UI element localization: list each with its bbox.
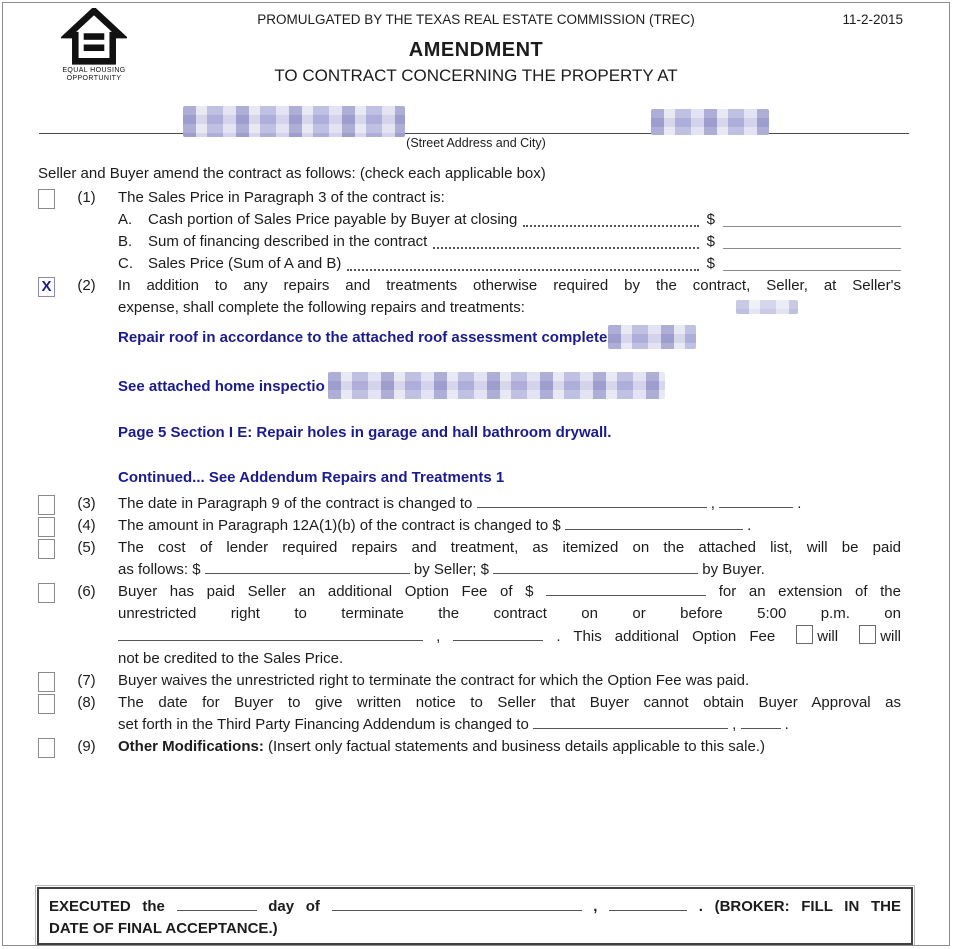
item-5-text — [118, 537, 901, 581]
item-8-line2 — [118, 714, 901, 736]
executed-p1: EXECUTED the — [49, 898, 165, 915]
item-1-sub-b — [38, 231, 901, 253]
sub-a-text: Cash portion of Sales Price payable by Buyer at closing — [148, 211, 518, 228]
checkbox-item-6[interactable] — [38, 583, 55, 603]
item-2-line1: In addition to any repairs and treatments otherwise required by the contract, Seller, at Seller's — [118, 277, 901, 294]
repair-entry-1 — [118, 325, 901, 349]
item-9 — [38, 736, 901, 758]
executed-p3: . (BROKER: FILL IN THE — [698, 898, 901, 915]
item-4-period: . — [747, 517, 752, 534]
sub-b-dollar-sign: $ — [706, 233, 715, 250]
item-4-text — [118, 515, 901, 537]
item-5-l2b: by Seller; $ — [413, 561, 489, 578]
checkbox-item-2-checked[interactable]: X — [38, 277, 55, 297]
dot-leader — [523, 209, 698, 227]
form-page — [2, 2, 950, 946]
form-subtitle: TO CONTRACT CONCERNING THE PROPERTY AT — [274, 66, 678, 85]
buyer-cost-field[interactable] — [493, 559, 698, 574]
logo-caption-line1: EQUAL HOUSING — [62, 67, 126, 74]
item-6-will2: will — [880, 628, 902, 645]
form-title: AMENDMENT — [408, 39, 544, 61]
checkbox-item-7[interactable] — [38, 672, 55, 692]
item-6-line4: not be credited to the Sales Price. — [118, 650, 344, 667]
financing-amount-field[interactable] — [723, 234, 901, 249]
item-8-period: . — [784, 716, 789, 733]
item-6-l3comma: , — [436, 628, 441, 645]
option-fee-will-not-checkbox[interactable] — [859, 625, 876, 644]
repair-entry-4: Continued... See Addendum Repairs and Treatments 1 — [118, 469, 505, 486]
sub-a-letter: A. — [118, 211, 133, 228]
item-6-l1b: for an extension of the — [718, 583, 901, 600]
executed-year-field[interactable] — [609, 896, 687, 911]
paragraph9-year-field[interactable] — [719, 493, 793, 508]
checkbox-item-8[interactable] — [38, 694, 55, 714]
item-6-will1: will — [817, 628, 839, 645]
item-2-number: (2) — [77, 277, 96, 294]
financing-notice-year-field[interactable] — [741, 714, 781, 729]
executed-line1 — [49, 896, 901, 918]
item-1 — [38, 187, 901, 209]
item-5-line1: The cost of lender required repairs and treatment, as itemized on the attached list, will be paid — [118, 539, 901, 556]
logo-caption-line2: OPPORTUNITY — [66, 75, 122, 82]
option-fee-will-checkbox[interactable] — [796, 625, 813, 644]
checkbox-item-5[interactable] — [38, 539, 55, 559]
item-5 — [38, 537, 901, 581]
intro-line: Seller and Buyer amend the contract as follows: (check each applicable box) — [38, 165, 546, 182]
redaction-address-1 — [183, 106, 405, 137]
item-6-line3 — [118, 625, 901, 648]
item-4-number: (4) — [77, 517, 96, 534]
item-9-bold: Other Modifications: — [118, 738, 264, 755]
item-5-l2c: by Buyer. — [702, 561, 765, 578]
item-8-l2pre: set forth in the Third Party Financing Addendum is changed to — [118, 716, 529, 733]
item-7-number: (7) — [77, 672, 96, 689]
item-6-line2: unrestricted right to terminate the contract on or before 5:00 p.m. on — [118, 605, 901, 622]
item-4 — [38, 515, 901, 537]
option-extension-date-field[interactable] — [118, 626, 423, 641]
checkbox-item-3[interactable] — [38, 495, 55, 515]
item-1-sub-a — [38, 209, 901, 231]
item-3-text — [118, 493, 901, 515]
sales-price-amount-field[interactable] — [723, 256, 901, 271]
executed-line2: DATE OF FINAL ACCEPTANCE.) — [49, 920, 278, 937]
sub-b-letter: B. — [118, 233, 133, 250]
item-6-l1a: Buyer has paid Seller an additional Option Fee of $ — [118, 583, 534, 600]
dot-leader — [433, 231, 698, 249]
item-1-text: The Sales Price in Paragraph 3 of the contract is: — [118, 189, 445, 206]
item-8-line1: The date for Buyer to give written notice to Seller that Buyer cannot obtain Buyer Approval as — [118, 694, 901, 711]
item-5-l2a: as follows: $ — [118, 561, 201, 578]
item-8 — [38, 692, 901, 736]
item-6-line1 — [118, 581, 901, 603]
item-6-number: (6) — [77, 583, 96, 600]
item-1-number: (1) — [77, 189, 96, 206]
redaction-entry-1 — [608, 325, 696, 349]
executed-box — [37, 887, 913, 945]
redaction-entry-2 — [328, 372, 665, 399]
executed-comma: , — [593, 898, 598, 915]
option-extension-year-field[interactable] — [453, 626, 543, 641]
item-3-number: (3) — [77, 495, 96, 512]
paragraph9-date-field[interactable] — [477, 493, 707, 508]
item-2-line2: expense, shall complete the following repairs and treatments: — [118, 299, 525, 316]
seller-cost-field[interactable] — [205, 559, 410, 574]
redaction-address-2 — [651, 109, 769, 135]
item-3 — [38, 493, 901, 515]
item-6-l3text: . This additional Option Fee — [556, 628, 776, 645]
item-6-text — [118, 581, 901, 670]
sub-b-text: Sum of financing described in the contract — [148, 233, 428, 250]
item-8-text — [118, 692, 901, 736]
form-version-date: 11-2-2015 — [842, 12, 903, 27]
item-3-comma: , — [710, 495, 715, 512]
executed-p2: day of — [268, 898, 320, 915]
executed-day-field[interactable] — [177, 896, 257, 911]
item-8-comma: , — [732, 716, 737, 733]
dot-leader — [347, 253, 698, 271]
sub-c-text: Sales Price (Sum of A and B) — [148, 255, 342, 272]
option-fee-amount-field[interactable] — [546, 581, 706, 596]
item-8-number: (8) — [77, 694, 96, 711]
repair-entry-3: Page 5 Section I E: Repair holes in garage and hall bathroom drywall. — [118, 424, 612, 441]
checkbox-item-9[interactable] — [38, 738, 55, 758]
promulgated-header: PROMULGATED BY THE TEXAS REAL ESTATE COMMISSION (TREC) — [257, 12, 695, 27]
cash-portion-amount-field[interactable] — [723, 212, 901, 227]
item-1-sub-c — [38, 253, 901, 275]
item-7-text: Buyer waives the unrestricted right to terminate the contract for which the Option Fee was paid. — [118, 672, 750, 689]
item-2-text — [118, 275, 901, 319]
checkbox-item-4[interactable] — [38, 517, 55, 537]
sub-c-letter: C. — [118, 255, 133, 272]
executed-month-field[interactable] — [332, 896, 582, 911]
item-3-pre: The date in Paragraph 9 of the contract is changed to — [118, 495, 473, 512]
item-9-rest: (Insert only factual statements and business details applicable to this sale.) — [268, 738, 765, 755]
sub-a-dollar-sign: $ — [706, 211, 715, 228]
street-address-field[interactable] — [39, 117, 909, 134]
item-4-pre: The amount in Paragraph 12A(1)(b) of the contract is changed to $ — [118, 517, 561, 534]
checkbox-item-1[interactable] — [38, 189, 55, 209]
paragraph12-amount-field[interactable] — [565, 515, 743, 530]
item-9-text — [118, 736, 901, 758]
financing-notice-date-field[interactable] — [533, 714, 728, 729]
amendment-body — [38, 163, 901, 758]
street-address-caption: (Street Address and City) — [406, 136, 546, 150]
item-9-number: (9) — [77, 738, 96, 755]
repair-entry-1-text: Repair roof in accordance to the attached roof assessment complete — [118, 329, 608, 346]
sub-c-dollar-sign: $ — [706, 255, 715, 272]
item-5-number: (5) — [77, 539, 96, 556]
item-5-line2 — [118, 559, 901, 581]
repair-entry-2 — [118, 372, 901, 399]
repair-entry-2-text: See attached home inspectio — [118, 378, 325, 395]
item-3-period: . — [797, 495, 802, 512]
item-7 — [38, 670, 901, 692]
item-6 — [38, 581, 901, 670]
item-2 — [38, 275, 901, 319]
